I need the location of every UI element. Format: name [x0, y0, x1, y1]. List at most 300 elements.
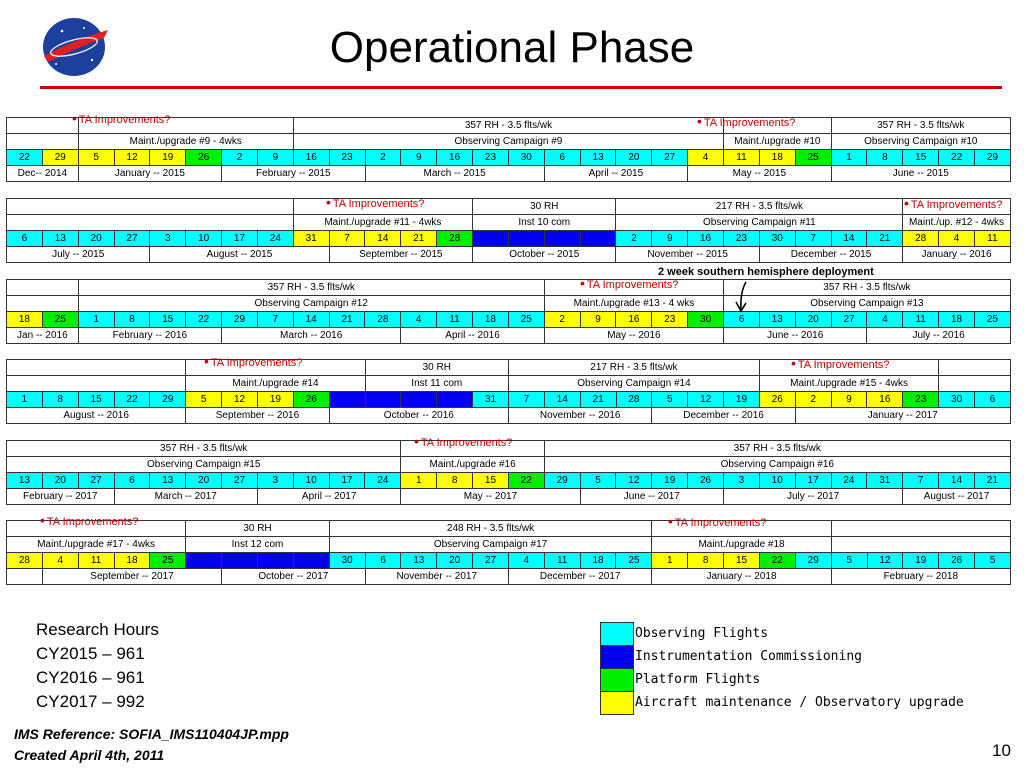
month-cell: June -- 2015: [831, 166, 1010, 182]
week-cell: 21: [580, 392, 616, 408]
week-cell: 20: [795, 312, 831, 328]
week-cell: 4: [42, 553, 78, 569]
ta-improvements-label: [326, 194, 425, 210]
month-cell: May -- 2016: [544, 328, 723, 344]
week-cell: 11: [437, 312, 473, 328]
week-cell: 23: [473, 150, 509, 166]
week-cell: 18: [114, 553, 150, 569]
month-cell: June -- 2017: [580, 489, 723, 505]
ta-improvements-label: [697, 113, 796, 129]
week-cell: 1: [401, 473, 437, 489]
bullet-icon: •: [326, 194, 331, 210]
phase-cell: Maint./upgrade #13 - 4 wks: [544, 296, 723, 312]
week-cell: 27: [222, 473, 258, 489]
hours-row: [7, 521, 1011, 537]
hours-cell: 357 RH - 3.5 flts/wk: [7, 441, 401, 457]
week-cell: 9: [831, 392, 867, 408]
week-cell: 20: [186, 473, 222, 489]
phase-cell: Maint./upgrade #14: [186, 376, 365, 392]
hours-cell: [7, 280, 79, 296]
ta-improvements-text: TA Improvements?: [420, 437, 513, 449]
phase-cell: Maint./upgrade #18: [652, 537, 831, 553]
week-cell: 18: [759, 150, 795, 166]
ta-improvements-text: TA Improvements?: [703, 117, 796, 129]
phase-cell: Observing Campaign #14: [508, 376, 759, 392]
week-cell: 23: [652, 312, 688, 328]
week-cell: 31: [473, 392, 509, 408]
week-cell: 4: [508, 553, 544, 569]
ta-improvements-text: TA Improvements?: [332, 198, 425, 210]
month-cell: Dec-- 2014: [7, 166, 79, 182]
week-cell: 28: [903, 231, 939, 247]
week-cell: 7: [257, 312, 293, 328]
legend-label: Instrumentation Commissioning: [635, 649, 862, 664]
page-title: Operational Phase: [329, 23, 695, 72]
week-cell: 5: [473, 231, 509, 247]
week-cell: 2: [365, 150, 401, 166]
month-cell: December -- 2015: [759, 247, 902, 263]
week-cell: 6: [975, 392, 1011, 408]
ims-reference: [14, 724, 289, 766]
week-row: [7, 392, 1011, 408]
phase-cell: Maint./upgrade #11 - 4wks: [293, 215, 472, 231]
week-cell: 15: [150, 312, 186, 328]
week-cell: 30: [939, 392, 975, 408]
week-cell: 12: [688, 392, 724, 408]
month-cell: [7, 569, 43, 585]
month-cell: April -- 2016: [401, 328, 544, 344]
week-cell: 12: [222, 392, 258, 408]
bullet-icon: •: [72, 110, 77, 126]
phase-row: [7, 457, 1011, 473]
title-rule: [40, 86, 1002, 89]
week-cell: 2: [795, 392, 831, 408]
week-cell: 19: [724, 392, 760, 408]
bullet-icon: •: [414, 433, 419, 449]
ta-improvements-text: TA Improvements?: [78, 114, 171, 126]
phase-cell: Maint./upgrade #10: [724, 134, 832, 150]
phase-cell: Inst 12 com: [186, 537, 329, 553]
week-cell: 26: [939, 553, 975, 569]
month-cell: May -- 2017: [401, 489, 580, 505]
week-cell: 15: [473, 473, 509, 489]
week-cell: 19: [150, 150, 186, 166]
month-row: [7, 408, 1011, 424]
phase-cell: [831, 537, 1010, 553]
phase-cell: Inst 11 com: [365, 376, 508, 392]
week-cell: 10: [365, 392, 401, 408]
week-cell: 7: [903, 473, 939, 489]
week-cell: 23: [903, 392, 939, 408]
month-cell: December -- 2017: [508, 569, 651, 585]
phase-cell: Observing Campaign #11: [616, 215, 903, 231]
week-cell: 28: [365, 312, 401, 328]
ta-improvements-label: [414, 433, 513, 449]
week-cell: 23: [723, 231, 759, 247]
ta-improvements-label: [791, 355, 890, 371]
month-cell: November -- 2015: [616, 247, 759, 263]
week-cell: 3: [329, 392, 365, 408]
week-cell: 23: [329, 150, 365, 166]
month-row: [7, 166, 1011, 182]
month-cell: August -- 2015: [150, 247, 329, 263]
month-cell: March -- 2015: [365, 166, 544, 182]
week-cell: 13: [150, 473, 186, 489]
week-cell: 5: [78, 150, 114, 166]
week-cell: 31: [293, 231, 329, 247]
research-hours-cy2017: CY2017 – 992: [36, 692, 145, 711]
phase-cell: Observing Campaign #13: [724, 296, 1011, 312]
hours-cell: 357 RH - 3.5 flts/wk: [78, 280, 544, 296]
month-cell: January -- 2016: [903, 247, 1011, 263]
week-cell: 16: [616, 312, 652, 328]
month-cell: October -- 2017: [222, 569, 365, 585]
schedule-table: [6, 440, 1011, 505]
hours-row: [7, 280, 1011, 296]
week-cell: 9: [652, 231, 688, 247]
week-cell: 18: [939, 312, 975, 328]
month-cell: July -- 2015: [7, 247, 150, 263]
legend-swatch: [600, 622, 634, 646]
phase-cell: [7, 376, 186, 392]
week-cell: 4: [939, 231, 975, 247]
week-cell: 23: [293, 553, 329, 569]
week-cell: 10: [759, 473, 795, 489]
phase-cell: Observing Campaign #12: [78, 296, 544, 312]
week-cell: 28: [437, 231, 473, 247]
month-cell: September -- 2015: [329, 247, 472, 263]
week-cell: 22: [114, 392, 150, 408]
week-cell: 29: [975, 150, 1011, 166]
ta-improvements-text: TA Improvements?: [910, 199, 1003, 211]
month-row: [7, 247, 1011, 263]
week-cell: 19: [257, 392, 293, 408]
week-cell: 8: [867, 150, 903, 166]
month-cell: August -- 2017: [903, 489, 1011, 505]
week-cell: 17: [795, 473, 831, 489]
phase-cell: Observing Campaign #15: [7, 457, 401, 473]
week-cell: 11: [78, 553, 114, 569]
phase-cell: Maint./upgrade #9 - 4wks: [78, 134, 293, 150]
week-cell: 20: [616, 150, 652, 166]
week-cell: 27: [114, 231, 150, 247]
week-cell: 19: [903, 553, 939, 569]
week-cell: 16: [867, 392, 903, 408]
page-number: 10: [992, 741, 1011, 760]
month-cell: January -- 2018: [652, 569, 831, 585]
week-cell: 22: [7, 150, 43, 166]
legend-label: Observing Flights: [635, 626, 769, 641]
bullet-icon: •: [697, 113, 702, 129]
week-cell: 22: [508, 473, 544, 489]
week-cell: 10: [293, 473, 329, 489]
week-cell: 26: [186, 150, 222, 166]
ta-improvements-label: [204, 353, 303, 369]
week-cell: 16: [437, 150, 473, 166]
week-cell: 13: [759, 312, 795, 328]
week-cell: 3: [150, 231, 186, 247]
week-cell: 27: [78, 473, 114, 489]
phase-cell: Observing Campaign #10: [831, 134, 1010, 150]
month-cell: November -- 2016: [508, 408, 651, 424]
week-cell: 27: [652, 150, 688, 166]
week-cell: 25: [42, 312, 78, 328]
phase-cell: [7, 215, 294, 231]
month-cell: May -- 2015: [688, 166, 832, 182]
schedule-table: [6, 117, 1011, 182]
week-cell: 22: [186, 312, 222, 328]
week-cell: 9: [222, 553, 258, 569]
week-cell: 11: [544, 553, 580, 569]
phase-cell: Observing Campaign #16: [544, 457, 1010, 473]
bullet-icon: •: [791, 355, 796, 371]
month-cell: February -- 2017: [7, 489, 115, 505]
hours-cell: 357 RH - 3.5 flts/wk: [724, 280, 1011, 296]
week-cell: 29: [150, 392, 186, 408]
week-cell: 17: [401, 392, 437, 408]
week-cell: 7: [329, 231, 365, 247]
week-cell: 30: [329, 553, 365, 569]
phase-cell: Maint./upgrade #16: [401, 457, 544, 473]
week-cell: 9: [580, 312, 616, 328]
month-cell: July -- 2017: [723, 489, 902, 505]
week-cell: 1: [7, 392, 43, 408]
legend-swatch: [600, 668, 634, 692]
week-cell: 14: [939, 473, 975, 489]
deployment-note: 2 week southern hemisphere deployment: [658, 266, 874, 278]
week-cell: 20: [78, 231, 114, 247]
week-cell: 16: [257, 553, 293, 569]
month-cell: July -- 2016: [867, 328, 1010, 344]
bullet-icon: •: [204, 353, 209, 369]
phase-row: [7, 296, 1011, 312]
week-cell: 29: [42, 150, 78, 166]
week-cell: 18: [472, 312, 508, 328]
week-cell: 6: [544, 150, 580, 166]
week-cell: 2: [544, 312, 580, 328]
month-row: [7, 489, 1011, 505]
week-cell: 6: [365, 553, 401, 569]
week-cell: 17: [222, 231, 258, 247]
week-cell: 30: [759, 231, 795, 247]
month-cell: December -- 2016: [652, 408, 795, 424]
week-cell: 8: [437, 473, 473, 489]
month-cell: February -- 2015: [222, 166, 365, 182]
week-cell: 21: [867, 231, 903, 247]
week-cell: 13: [42, 231, 78, 247]
ta-improvements-label: [668, 513, 767, 529]
hours-cell: 30 RH: [365, 360, 508, 376]
week-cell: 18: [580, 553, 616, 569]
hours-row: [7, 199, 1011, 215]
hours-cell: 30 RH: [186, 521, 329, 537]
week-cell: 15: [724, 553, 760, 569]
week-cell: 3: [257, 473, 293, 489]
hours-cell: [7, 199, 294, 215]
week-cell: 2: [186, 553, 222, 569]
week-cell: 12: [616, 473, 652, 489]
week-cell: 13: [580, 150, 616, 166]
week-cell: 15: [903, 150, 939, 166]
bullet-icon: •: [904, 195, 909, 211]
bullet-icon: •: [668, 513, 673, 529]
month-cell: January -- 2015: [78, 166, 221, 182]
bullet-icon: •: [580, 275, 585, 291]
week-cell: 5: [975, 553, 1011, 569]
phase-row: [7, 537, 1011, 553]
week-cell: 5: [831, 553, 867, 569]
week-cell: 16: [688, 231, 724, 247]
week-cell: 5: [186, 392, 222, 408]
ta-improvements-text: TA Improvements?: [797, 359, 890, 371]
week-cell: 5: [652, 392, 688, 408]
week-cell: 26: [293, 392, 329, 408]
ta-improvements-text: TA Improvements?: [586, 279, 679, 291]
week-cell: 13: [7, 473, 43, 489]
week-cell: 3: [723, 473, 759, 489]
month-cell: February -- 2018: [831, 569, 1010, 585]
month-cell: August -- 2016: [7, 408, 186, 424]
week-cell: 27: [831, 312, 867, 328]
week-cell: 21: [401, 231, 437, 247]
week-cell: 8: [114, 312, 150, 328]
week-cell: 24: [437, 392, 473, 408]
week-cell: 1: [652, 553, 688, 569]
month-cell: June -- 2016: [724, 328, 867, 344]
week-cell: 24: [257, 231, 293, 247]
bullet-icon: •: [40, 512, 45, 528]
week-cell: 26: [580, 231, 616, 247]
month-cell: Jan -- 2016: [7, 328, 79, 344]
week-cell: 9: [257, 150, 293, 166]
week-cell: 5: [580, 473, 616, 489]
week-cell: 20: [42, 473, 78, 489]
week-cell: 29: [795, 553, 831, 569]
legend-label: Platform Flights: [635, 672, 761, 687]
week-cell: 17: [329, 473, 365, 489]
week-cell: 12: [508, 231, 544, 247]
month-cell: February -- 2016: [78, 328, 221, 344]
hours-cell: 217 RH - 3.5 flts/wk: [616, 199, 903, 215]
research-hours: [36, 618, 159, 714]
week-cell: 28: [616, 392, 652, 408]
hours-cell: [7, 118, 79, 134]
ta-improvements-label: [40, 512, 139, 528]
week-cell: 4: [867, 312, 903, 328]
phase-cell: Maint./upgrade #17 - 4wks: [7, 537, 186, 553]
week-cell: 15: [78, 392, 114, 408]
week-cell: 14: [365, 231, 401, 247]
phase-cell: Observing Campaign #17: [329, 537, 652, 553]
ta-improvements-label: [580, 275, 679, 291]
hours-cell: [7, 360, 186, 376]
week-cell: 4: [688, 150, 724, 166]
hours-cell: [831, 521, 1010, 537]
week-row: [7, 150, 1011, 166]
week-cell: 29: [544, 473, 580, 489]
week-cell: 11: [903, 312, 939, 328]
research-hours-cy2015: CY2015 – 961: [36, 644, 145, 663]
month-cell: April -- 2015: [544, 166, 687, 182]
month-cell: September -- 2016: [186, 408, 329, 424]
legend-swatch: [600, 645, 634, 669]
schedule-table: [6, 520, 1011, 585]
week-cell: 1: [78, 312, 114, 328]
week-cell: 11: [974, 231, 1010, 247]
schedule-table: [6, 198, 1011, 263]
week-cell: 14: [293, 312, 329, 328]
week-cell: 19: [544, 231, 580, 247]
month-row: [7, 328, 1011, 344]
month-cell: September -- 2017: [42, 569, 221, 585]
week-cell: 7: [795, 231, 831, 247]
phase-cell: Inst 10 com: [473, 215, 616, 231]
ta-improvements-text: TA Improvements?: [210, 357, 303, 369]
week-cell: 2: [616, 231, 652, 247]
month-cell: October -- 2015: [473, 247, 616, 263]
week-cell: 22: [759, 553, 795, 569]
week-cell: 11: [724, 150, 760, 166]
hours-cell: 30 RH: [473, 199, 616, 215]
ims-reference-line: IMS Reference: SOFIA_IMS110404JP.mpp: [14, 726, 289, 742]
phase-row: [7, 134, 1011, 150]
month-cell: January -- 2017: [795, 408, 1010, 424]
week-cell: 1: [831, 150, 867, 166]
week-cell: 25: [795, 150, 831, 166]
month-cell: March -- 2016: [222, 328, 401, 344]
week-cell: 24: [365, 473, 401, 489]
ta-improvements-text: TA Improvements?: [46, 516, 139, 528]
research-hours-title: Research Hours: [36, 620, 159, 639]
week-row: [7, 553, 1011, 569]
month-cell: March -- 2017: [114, 489, 257, 505]
week-cell: 25: [616, 553, 652, 569]
hours-cell: 357 RH - 3.5 flts/wk: [544, 441, 1010, 457]
phase-cell: Maint./upgrade #15 - 4wks: [759, 376, 938, 392]
phase-row: [7, 376, 1011, 392]
week-cell: 13: [401, 553, 437, 569]
week-cell: 14: [544, 392, 580, 408]
schedule-table: [6, 279, 1011, 344]
ta-improvements-label: [904, 195, 1003, 211]
phase-cell: [7, 134, 79, 150]
week-cell: 26: [688, 473, 724, 489]
week-cell: 6: [114, 473, 150, 489]
month-row: [7, 569, 1011, 585]
week-cell: 9: [401, 150, 437, 166]
week-cell: 25: [974, 312, 1010, 328]
month-cell: October -- 2016: [329, 408, 508, 424]
week-row: [7, 312, 1011, 328]
legend-swatch: [600, 691, 634, 715]
week-cell: 14: [831, 231, 867, 247]
ta-improvements-text: TA Improvements?: [674, 517, 767, 529]
week-cell: 21: [974, 473, 1010, 489]
week-cell: 12: [114, 150, 150, 166]
week-cell: 4: [401, 312, 437, 328]
phase-cell: Observing Campaign #9: [293, 134, 723, 150]
week-cell: 24: [831, 473, 867, 489]
week-cell: 22: [939, 150, 975, 166]
week-row: [7, 473, 1011, 489]
week-cell: 8: [42, 392, 78, 408]
week-cell: 26: [759, 392, 795, 408]
hours-cell: [939, 360, 1011, 376]
week-cell: 19: [652, 473, 688, 489]
week-cell: 31: [867, 473, 903, 489]
week-cell: 18: [7, 312, 43, 328]
week-row: [7, 231, 1011, 247]
